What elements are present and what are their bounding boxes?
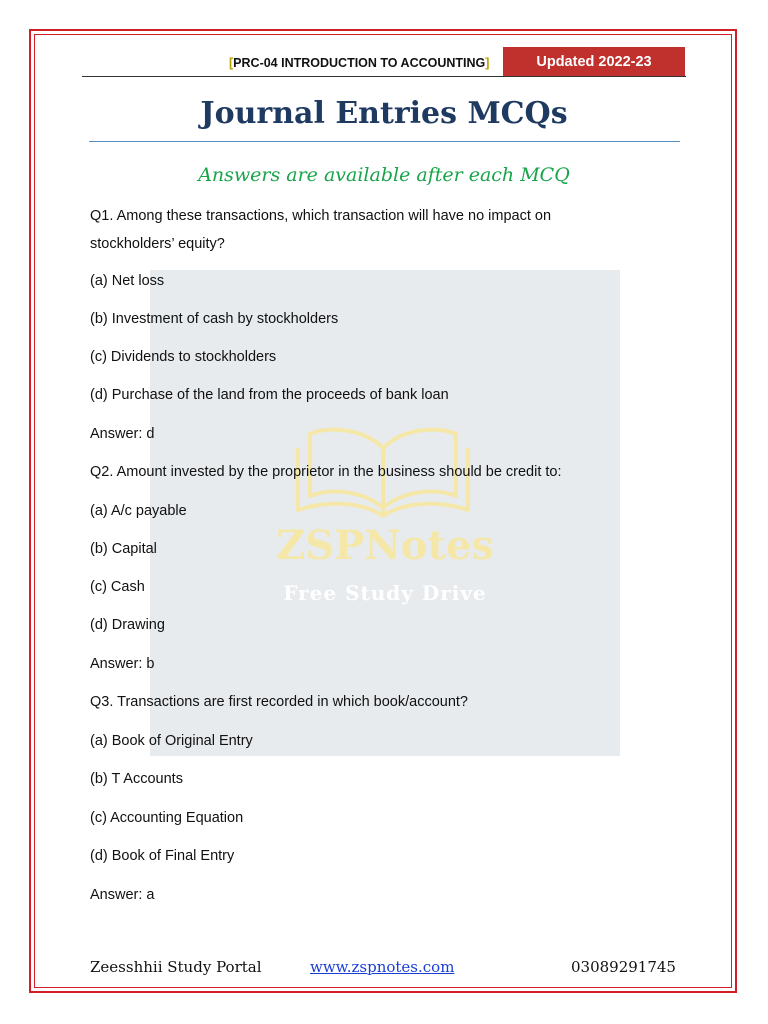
question-1-option-a: (a) Net loss	[90, 273, 165, 289]
page-subtitle: Answers are available after each MCQ	[198, 164, 570, 186]
question-3-option-d: (d) Book of Final Entry	[90, 848, 235, 864]
header-divider	[82, 76, 686, 77]
page-title: Journal Entries MCQs	[200, 96, 568, 131]
bracket-close: ]	[485, 56, 490, 70]
question-1-option-b: (b) Investment of cash by stockholders	[90, 311, 339, 327]
question-1-option-c: (c) Dividends to stockholders	[90, 349, 277, 365]
question-1-option-d: (d) Purchase of the land from the proceeds of bank loan	[90, 387, 449, 403]
title-divider	[89, 141, 680, 142]
question-2-option-a: (a) A/c payable	[90, 503, 187, 519]
question-3-option-b: (b) T Accounts	[90, 771, 183, 787]
question-2-option-d: (d) Drawing	[90, 617, 165, 633]
footer-phone-number: 03089291745	[571, 958, 676, 976]
question-3-text: Q3. Transactions are first recorded in which book/account?	[90, 694, 468, 710]
question-2-option-c: (c) Cash	[90, 579, 145, 595]
question-1-answer: Answer: d	[90, 426, 155, 442]
question-3-option-c: (c) Accounting Equation	[90, 810, 244, 826]
watermark-tagline: Free Study Drive	[283, 581, 487, 605]
question-1-text-cont: stockholders’ equity?	[90, 236, 225, 252]
course-label	[229, 56, 489, 70]
footer-portal-name: Zeesshhii Study Portal	[90, 958, 262, 976]
question-2-answer: Answer: b	[90, 656, 155, 672]
question-1-text: Q1. Among these transactions, which transaction will have no impact on	[90, 208, 552, 224]
updated-badge: Updated 2022-23	[503, 47, 685, 77]
question-2-text: Q2. Amount invested by the proprietor in the business should be credit to:	[90, 464, 562, 480]
question-2-option-b: (b) Capital	[90, 541, 157, 557]
question-3-answer: Answer: a	[90, 887, 155, 903]
question-3-option-a: (a) Book of Original Entry	[90, 733, 253, 749]
watermark-brand: ZSPNotes	[276, 522, 494, 569]
footer-website-link[interactable]: www.zspnotes.com	[310, 958, 455, 976]
bracket-open: [	[229, 56, 234, 70]
course-code: PRC-04 INTRODUCTION TO ACCOUNTING	[233, 56, 486, 70]
